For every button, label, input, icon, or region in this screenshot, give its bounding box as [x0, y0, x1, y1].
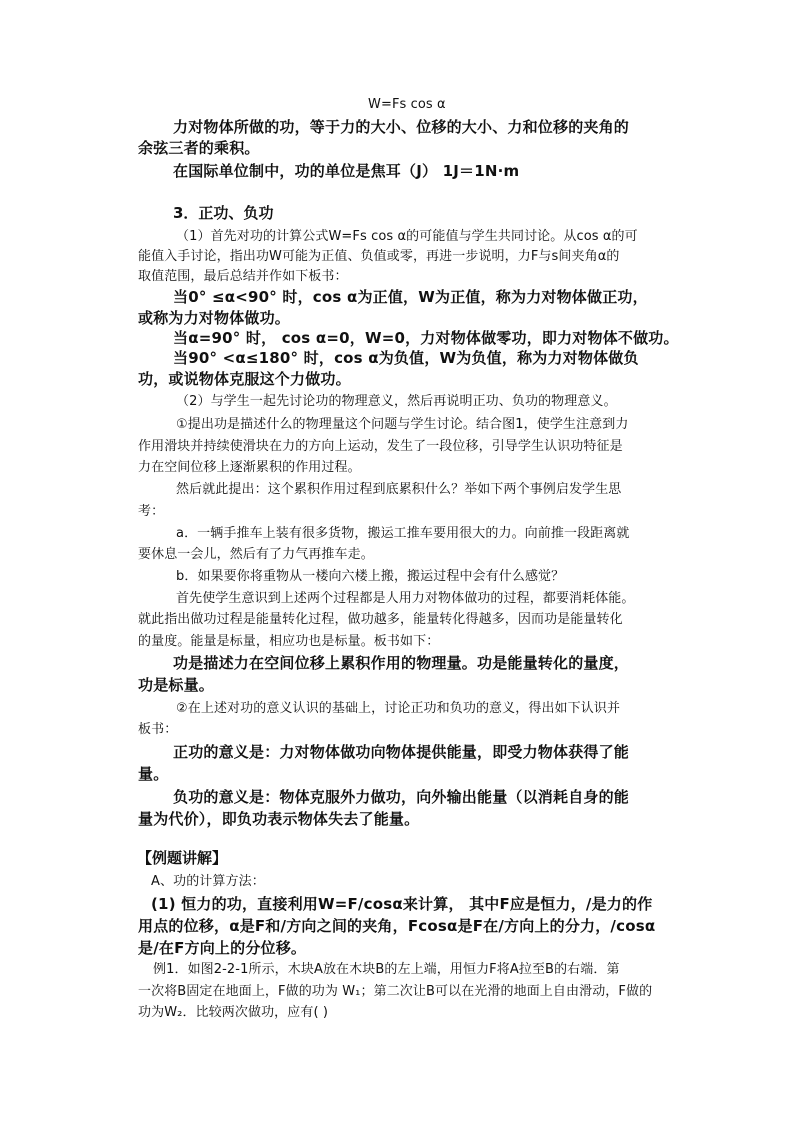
case-positive-line: 或称为力对物体做功。: [138, 309, 291, 327]
discussion-1-line: （1）首先对功的计算公式W=Fs cos α的可能值与学生共同讨论。从cos α的可: [176, 229, 638, 244]
point-1-line: ①提出功是描述什么的物理量这个问题与学生讨论。结合图1，使学生注意到力: [176, 417, 629, 432]
subheading-a: A、功的计算方法：: [151, 874, 265, 889]
case-zero-line: 当α=90° 时， cos α=0，W=0，力对物体做零功，即力对物体不做功。: [173, 329, 679, 347]
meaning-negative-line: 量为代价），即负功表示物体失去了能量。: [138, 810, 420, 828]
unit-line: 在国际单位制中，功的单位是焦耳（J） 1J＝1N·m: [173, 162, 520, 180]
example-a-line: a．一辆手推车上装有很多货物，搬运工推车要用很大的力。向前推一段距离就: [176, 526, 630, 541]
example-a-line: 要休息一会儿，然后有了力气再推车走。: [138, 547, 374, 562]
section-3-title: 3．正功、负功: [173, 204, 274, 222]
meaning-positive-line: 量。: [138, 765, 169, 783]
case-negative-line: 当90° <α≤180° 时，cos α为负值，W为负值，称为力对物体做负: [173, 349, 639, 367]
case-positive-line: 当0° ≤α<90° 时，cos α为正值，W为正值，称为力对物体做正功，: [173, 288, 648, 306]
example-b-line: b．如果要你将重物从一楼向六楼上搬，搬运过程中会有什么感觉？: [176, 569, 565, 584]
example-1-line: 例1．如图2-2-1所示，木块A放在木块B的左上端，用恒力F将A拉至B的右端．第: [153, 962, 620, 977]
examples-heading: 【例题讲解】: [137, 849, 228, 867]
point-2-line: 板书：: [138, 722, 178, 737]
example-1-line: 一次将B固定在地面上，F做的功为 W₁；第二次让B可以在光滑的地面上自由滑动，F做的: [138, 984, 653, 999]
definition-line: 余弦三者的乘积。: [138, 139, 260, 157]
question-line: 然后就此提出：这个累积作用过程到底累积什么？举如下两个事例启发学生思: [176, 482, 622, 497]
discussion-1-line: 取值范围，最后总结并作如下板书：: [138, 269, 348, 284]
discussion-1-line: 能值入手讨论，指出功W可能为正值、负值或零，再进一步说明，力F与s间夹角α的: [138, 249, 620, 264]
energy-line: 的量度。能量是标量，相应功也是标量。板书如下：: [138, 634, 440, 649]
board-work-line: 功是描述力在空间位移上累积作用的物理量。功是能量转化的量度，: [173, 654, 630, 672]
energy-line: 就此指出做功过程是能量转化过程，做功越多，能量转化得越多，因而功是能量转化: [138, 612, 623, 627]
energy-line: 首先使学生意识到上述两个过程都是人用力对物体做功的过程，都要消耗体能。: [176, 591, 635, 606]
meaning-positive-line: 正功的意义是：力对物体做功向物体提供能量，即受力物体获得了能: [173, 743, 630, 761]
point-1-line: 作用滑块并持续使滑块在力的方向上运动，发生了一段位移，引导学生认识功特征是: [138, 439, 623, 454]
board-work-line: 功是标量。: [138, 676, 215, 694]
question-line: 考：: [138, 504, 165, 519]
case-negative-line: 功，或说物体克服这个力做功。: [138, 370, 351, 388]
discussion-2-line: （2）与学生一起先讨论功的物理意义，然后再说明正功、负功的物理意义。: [176, 394, 617, 409]
work-formula: W=Fs cos α: [368, 97, 446, 112]
method-1-line: 用点的位移，α是F和/方向之间的夹角，Fcosα是F在/方向上的分力，/cosα: [138, 917, 656, 935]
point-1-line: 力在空间位移上逐渐累积的作用过程。: [138, 460, 361, 475]
meaning-negative-line: 负功的意义是：物体克服外力做功，向外输出能量（以消耗自身的能: [173, 788, 630, 806]
method-1-line: 是/在F方向上的分位移。: [138, 939, 307, 957]
method-1-line: (1) 恒力的功，直接利用W=F/cosα来计算， 其中F应是恒力，/是力的作: [151, 895, 653, 913]
definition-line: 力对物体所做的功，等于力的大小、位移的大小、力和位移的夹角的: [173, 118, 630, 136]
example-1-line: 功为W₂．比较两次做功，应有( ): [138, 1005, 329, 1020]
point-2-line: ②在上述对功的意义认识的基础上，讨论正功和负功的意义，得出如下认识并: [176, 701, 621, 716]
